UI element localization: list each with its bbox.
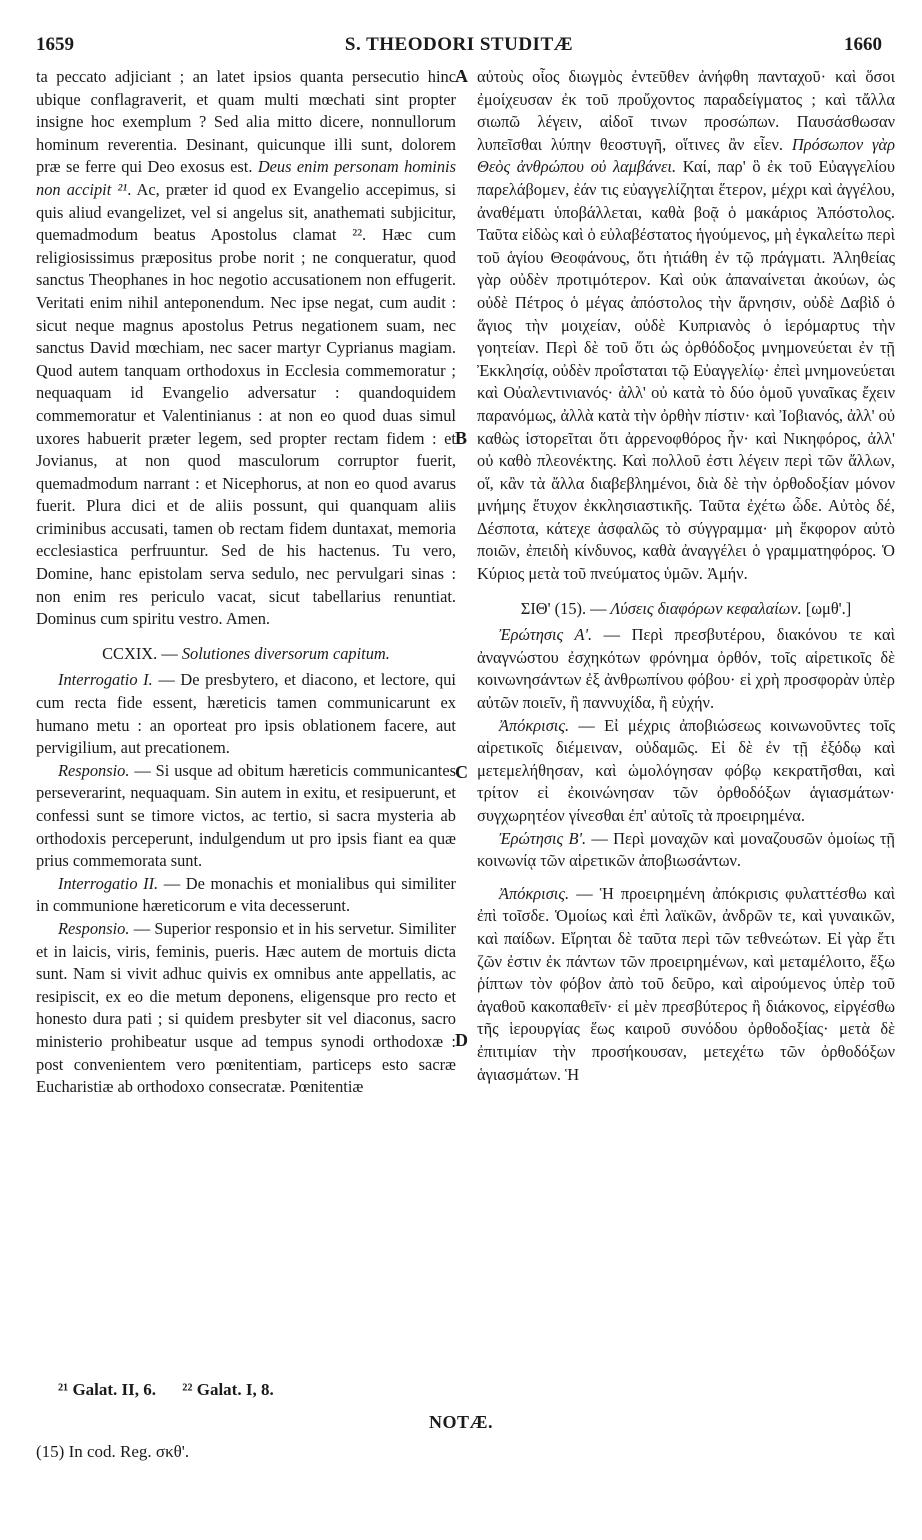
latin-column	[36, 66, 456, 1099]
margin-marker-a: A	[455, 66, 468, 86]
latin-paragraph: ta peccato adjiciant ; an latet ipsios quanta persecutio hinc ubique conflagraverit, et quam multi mœchati sint propter insigne hoc exemplum ? Sed alia mitto dicere, nonnullorum hominum reverentia. Desinant, quicunque illi sunt, dolorem præ se ferre qui Deo exosus est. Deus enim personam hominis non accipit ²¹. Ac, præter id quod ex Evangelio accepimus, si quis aliud evangelizet, vel si angelus sit, anathemati subjicitur, quemadmodum beatus Apostolus clamat ²². Hæc cum religiosissimus præpositus probe norit ; ne conqueratur, quod sanctus Theophanes in hoc negotio accusationem non effugerit. Veritati enim nihil anteponendum. Nec ipse negat, cum audit : sicut neque magnus apostolus Petrus negationem suam, nec sanctus David mœchiam, nec sacer martyr Cyprianus magiam. Quod autem tanquam orthodoxus in Ecclesia commemoratur ; nequaquam id Evangelio adversatur : quandoquidem commemoratur et Valentinianus : at non eo quod duas simul uxores habuerit præter legem, sed propter rectam fidem : et Jovianus, at non quod masculorum corruptor fuerit, quemadmodum narrant : et Nicephorus, at non eo quod avarus fuerit. Plura dici et de aliis possunt, qui quanquam aliis criminibus accusati, tamen ob rectam fidem duntaxat, memoria ecclesiastica perfruuntur. Sed de his hactenus. Tu vero, Domine, hanc epistolam serva sedulo, nec pervulgari sinas : non enim res periculo vacat, sicut tabellarius renuntiat. Dominus cum spiritu vestro. Amen.	[36, 67, 456, 629]
latin-response-1: Responsio. — Si usque ad obitum hæreticis communicantes perseverarint, nequaquam. Sin autem in exitu, et resipuerunt, et confessi sunt se timore victos, ac tertio, si sacra mysteria ab orthodoxis perceperunt, indulgendum ut pro ipsis fiant ea quæ prius commemorata sunt.	[36, 760, 456, 871]
margin-marker-d: D	[455, 1030, 468, 1050]
notae-heading: NOTÆ.	[428, 1412, 493, 1432]
footnote-22: ²² Galat. I, 8.	[182, 1380, 274, 1399]
greek-question-1: Ἐρώτησις Α'. — Περὶ πρεσβυτέρου, διακόνου τε καὶ ἀναγνώστου ἐσχηκότων φρόνημα ὀρθόν, τοῖς αἱρετικοῖς δὲ κοινωνησάντων ἐξ ἀνθρωπίνου φόβου· εἰ χρὴ προσφορὰν ὑπὲρ αὐτῶν ποιεῖν, ἢ παννυχίδα, ἢ εὐχήν.	[477, 625, 895, 713]
margin-marker-b: B	[455, 428, 468, 448]
margin-marker-c: C	[455, 762, 468, 782]
greek-column	[477, 66, 895, 1086]
latin-response-2: Responsio. — Superior responsio et in his servetur. Similiter et in laicis, viris, feminis, pueris. Hæc autem de mortuis dicta sunt. Nam si vivit adhuc quivis ex omnibus ante appellatis, ac resipiscit, ex eo die metum deponens, eligensque pro recto et honesto dura pati ; si quidem presbyter sit vel diaconus, sacro ministerio prohibeatur usque ad tempus synodi orthodoxæ : post convenientem vero pœnitentiam, particeps esto sacræ Eucharistiæ ab orthodoxo consecratæ. Pœnitentiæ	[36, 918, 456, 1097]
page-header	[36, 34, 882, 64]
footnote-21: ²¹ Galat. II, 6.	[58, 1380, 157, 1399]
page-number-left: 1659	[36, 34, 74, 55]
latin-section-heading: CCXIX. — Solutiones diversorum capitum.	[102, 643, 390, 663]
latin-question-2: Interrogatio II. — De monachis et monialibus qui similiter in communione hæreticorum e vita decesserunt.	[36, 873, 456, 916]
page-number-right: 1660	[844, 34, 882, 55]
latin-question-1: Interrogatio I. — De presbytero, et diacono, et lectore, qui cum recta fide essent, hæreticis tamen communicarunt ex humano metu : an oporteat pro ipsis oblationem facere, aut pervigilium, aut precationem.	[36, 670, 456, 758]
greek-section-heading: ΣΙΘ' (15). — Λύσεις διαφόρων κεφαλαίων. [ωμθ'.]	[520, 598, 852, 618]
note-15: (15) In cod. Reg. σκθ'.	[36, 1442, 190, 1461]
footnotes	[58, 1380, 296, 1400]
greek-paragraph: αὐτοὺς οἷος διωγμὸς ἐντεῦθεν ἀνήφθη πανταχοῦ· καὶ ὅσοι ἐμοίχευσαν ἐκ τοῦ προὔχοντος παραδείγματος ; καὶ τἄλλα σιωπῶ λέγειν, αἰδοῖ τινων προσώπων. Παυσάσθωσαν λυπεῖσθαι λύπην θεοστυγῆ, οἵτινες ἂν εἶεν. Πρόσωπον γὰρ Θεὸς ἀνθρώπου οὐ λαμβάνει. Καί, παρ' ὃ ἐκ τοῦ Εὐαγγελίου παρελάβομεν, ἐάν τις εὐαγγελίζηται ἕτερον, μέχρι καὶ ἀγγέλου, ἀναθέματι ὑποβάλλεται, καθὰ βοᾷ ὁ μακάριος Ἀπόστολος. Ταῦτα εἰδὼς καὶ ὁ εὐλαβέστατος ἡγούμενος, μὴ ἐγκαλείτω περὶ τοῦ ἁγίου Θεοφάνους, ὅτι ἠτιάθη ἐν τῷ πράγματι. Ἀληθείας γὰρ οὐδὲν προτιμότερον. Καὶ οὐκ ἀπαναίνεται ἀκούων, ὡς οὐδὲ Πέτρος ὁ μέγας ἀπόστολος τὴν ἄρνησιν, οὐδὲ Δαβὶδ ὁ ἅγιος τὴν μοιχείαν, οὐδὲ Κυπριανὸς ὁ ἱερόμαρτυς τὴν γοητείαν. Περὶ δὲ τοῦ ὅτι ὡς ὀρθόδοξος μνημονεύεται ἐν τῇ Ἐκκλησίᾳ, οὐδὲν προΐσταται τῷ Εὐαγγελίῳ· ἐπεὶ μνημονεύεται καὶ Οὐαλεντινιανός· ἀλλ' οὐ κατὰ τὸ δύο ὁμοῦ γυναῖκας ἔχειν παρανόμως, ἀλλὰ κατὰ τὴν ὀρθὴν πίστιν· καὶ Ἰοβιανός, ἀλλ' οὐ καθὼς ἱστορεῖται ὅτι ἀρρενοφθόρος ἦν· καὶ Νικηφόρος, ἀλλ' οὐ καθὸ πλεονέκτης. Καὶ πολλοῦ ἐστι λέγειν περὶ τῶν ἄλλων, οἵ, κἂν τὰ ἄλλα διαβεβλημένοι, διὰ δὲ τὴν ὀρθοδοξίαν μόνον μνήμης ἔτυχον ἐκκλησιαστικῆς. Ταῦτα ἐχέτω ὧδε. Αὐτὸς δέ, Δέσποτα, κάτεχε ἀσφαλῶς τὸ σύγγραμμα· μὴ ἔκφορον αὐτὸ ποιῶν, ἐπειδὴ κίνδυνος, καθὰ ἀναγγέλει ὁ γραμματηφόρος. Ὁ Κύριος μετὰ τοῦ πνεύματος ὑμῶν. Ἀμήν.	[477, 67, 895, 584]
greek-response-1: Ἀπόκρισις. — Εἰ μέχρις ἀποβιώσεως κοινωνοῦντες τοῖς αἱρετικοῖς διέμειναν, οὐδαμῶς. Εἰ δὲ ἐν τῇ ἐξόδῳ καὶ μετεμελήθησαν, καὶ ὡμολόγησαν φόβῳ κεκρατῆσθαι, καὶ τρίτον εἰ ἐκοινώνησαν τῶν ὀρθοδόξων ἁγιασμάτων· συγχωρητέον γίνεσθαι ἐπ' αὐτοῖς τὰ προειρημένα.	[477, 715, 895, 825]
running-title: S. THEODORI STUDITÆ	[344, 34, 574, 55]
greek-response-2: Ἀπόκρισις. — Ἡ προειρημένη ἀπόκρισις φυλαττέσθω καὶ ἐπὶ τοῖσδε. Ὁμοίως καὶ ἐπὶ λαϊκῶν, ἀνδρῶν τε, καὶ γυναικῶν, καὶ παίδων. Εἴρηται δὲ ταῦτα περὶ τῶν τεθνεώτων. Εἰ γὰρ ἔτι ζῶν ἐστιν ἐκ πάντων τῶν προειρημένων, καὶ μεταμέλοιτο, ἔξω ῥίπτων τὸν φόβον ἀπὸ τοῦ δεῦρο, καὶ αἱρούμενος ὑπὲρ τοῦ ἀγαθοῦ κακοπαθεῖν· εἰ μὲν πρεσβύτερος ἢ διάκονος, εἰργέσθω τῆς ἱερουργίας ἕως καιροῦ συνόδου ὀρθοδοξίας· μετὰ δὲ ἐπιτιμίαν τὴν προσήκουσαν, μετεχέτω τῶν ὀρθοδόξων ἁγιασμάτων. Ἡ	[477, 883, 895, 1084]
greek-question-2: Ἐρώτησις Β'. — Περὶ μοναχῶν καὶ μοναζουσῶν ὁμοίως τῇ κοινωνίᾳ τῶν αἱρετικῶν ἀποβιωσάντων.	[477, 828, 896, 871]
